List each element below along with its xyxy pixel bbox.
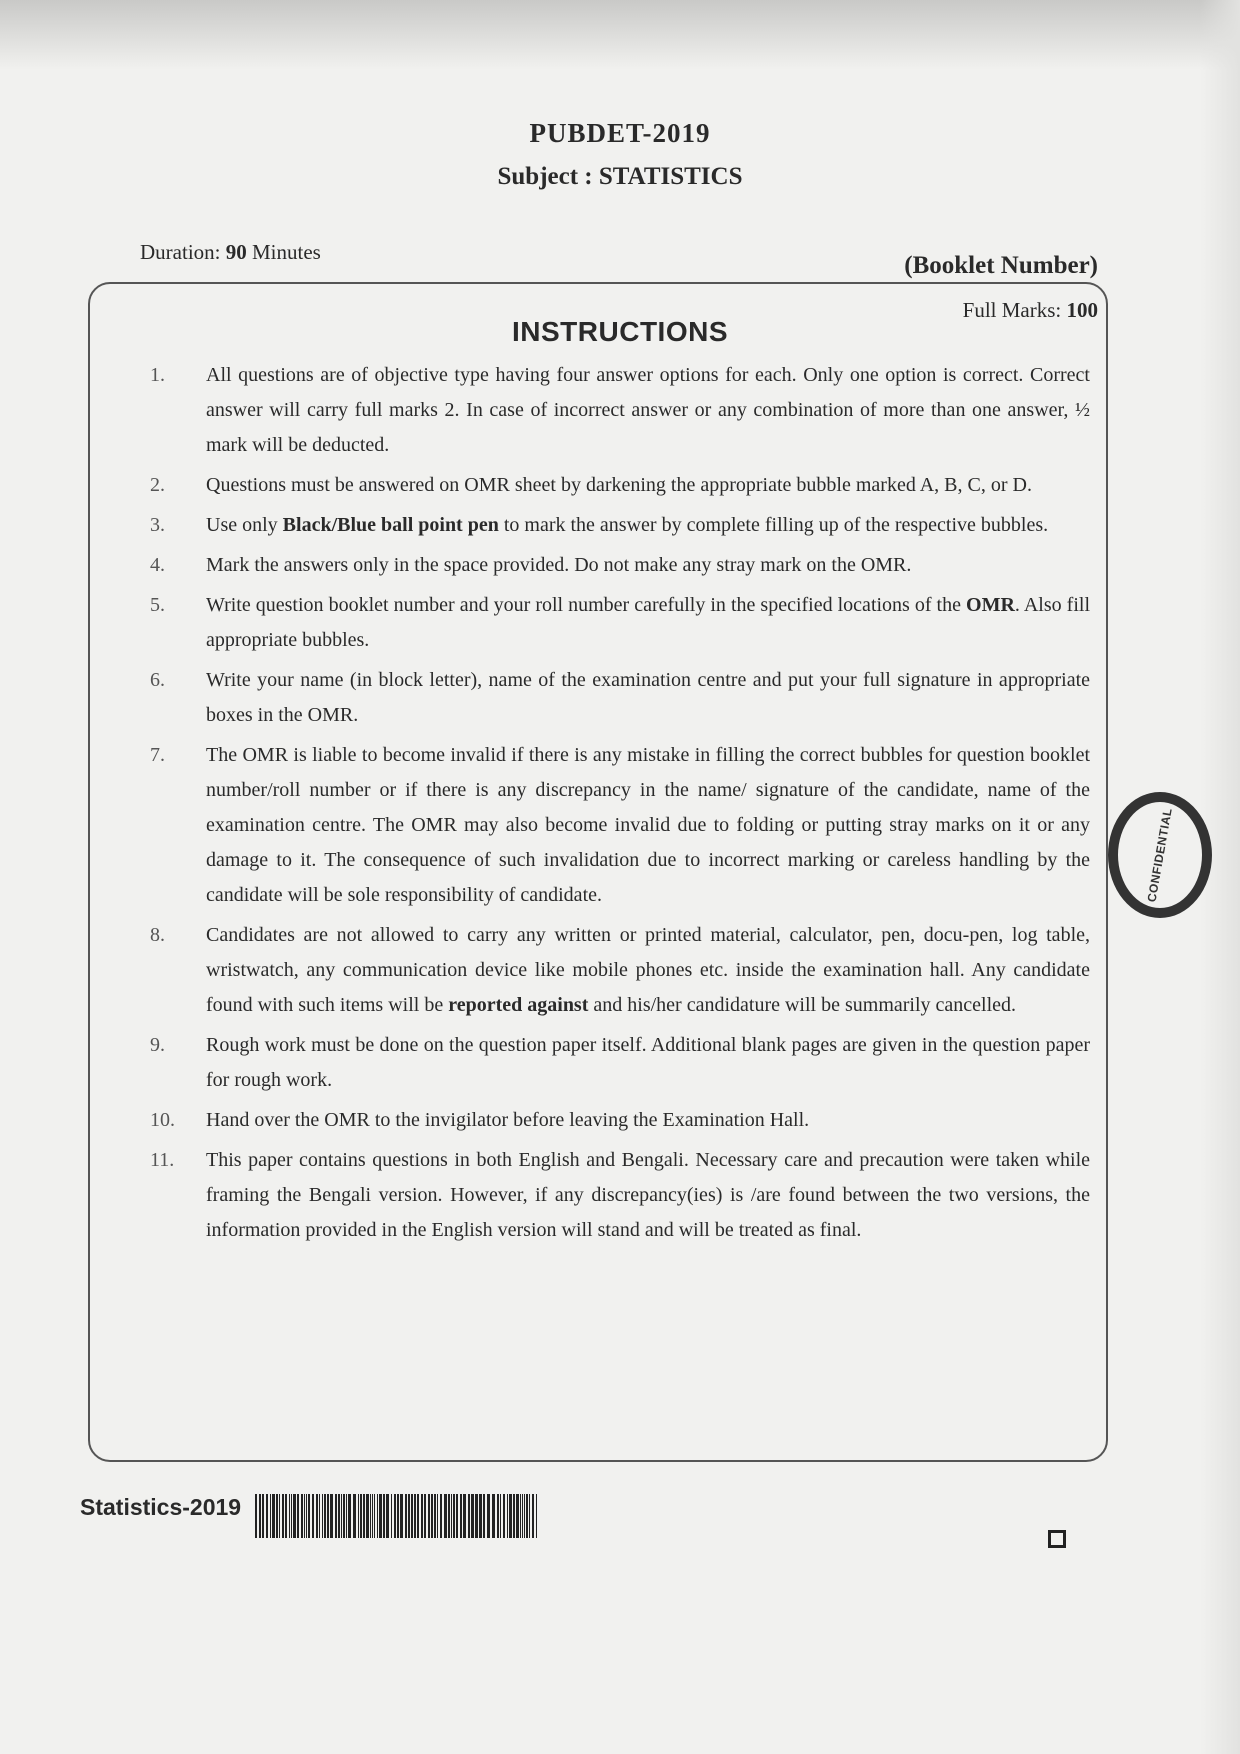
barcode-bar <box>428 1494 430 1538</box>
barcode-bar <box>301 1494 303 1538</box>
instruction-item <box>150 1028 1090 1098</box>
full-marks-label: Full Marks: <box>962 298 1067 322</box>
instruction-item <box>150 508 1090 543</box>
instruction-text: Mark the answers only in the space provided. Do not make any stray mark on the OMR. <box>206 554 912 576</box>
barcode-bar <box>379 1494 382 1538</box>
instruction-text: Candidates are not allowed to carry any written or printed material, calculator, pen, docu-pen, log table, wristwatch, any communication device like mobile phones etc. inside the examination hall. Any candidate found with such items will be <box>206 924 1090 1016</box>
barcode-bar <box>346 1494 347 1538</box>
instruction-text: Write your name (in block letter), name of the examination centre and put your full signature in appropriate boxes in the OMR. <box>206 669 1090 726</box>
barcode-bar <box>497 1494 499 1538</box>
barcode-bar <box>270 1494 271 1538</box>
confidential-seal-text: CONFIDENTIAL <box>1144 806 1176 904</box>
barcode-bar <box>291 1494 292 1538</box>
instruction-text: Questions must be answered on OMR sheet by darkening the appropriate bubble marked A, B, C, or D. <box>206 474 1032 496</box>
barcode-bar <box>391 1494 392 1538</box>
instruction-item <box>150 918 1090 1023</box>
barcode-bar <box>255 1494 257 1538</box>
barcode-bar <box>475 1494 478 1538</box>
barcode-bar <box>456 1494 458 1538</box>
instruction-number: 8. <box>150 924 165 946</box>
barcode-bar <box>285 1494 287 1538</box>
barcode-bar <box>282 1494 284 1538</box>
instruction-item <box>150 588 1090 658</box>
barcode-bar <box>335 1494 337 1538</box>
instruction-text: Hand over the OMR to the invigilator before leaving the Examination Hall. <box>206 1109 810 1131</box>
full-marks-value: 100 <box>1066 298 1098 322</box>
barcode-bar <box>383 1494 385 1538</box>
barcode-bar <box>353 1494 356 1538</box>
barcode-bar <box>338 1494 340 1538</box>
duration-label: Duration: <box>140 240 226 264</box>
instruction-number: 3. <box>150 514 165 536</box>
exam-code: PUBDET-2019 <box>529 118 711 148</box>
barcode-bar <box>507 1494 508 1538</box>
barcode-bar <box>400 1494 403 1538</box>
barcode-bar <box>297 1494 299 1538</box>
barcode-bar <box>324 1494 326 1538</box>
barcode-bar <box>520 1494 521 1538</box>
barcode-bar <box>276 1494 278 1538</box>
barcode-bar <box>532 1494 534 1538</box>
instruction-text: All questions are of objective type having four answer options for each. Only one option is correct. Correct answer will carry full marks 2. In case of incorrect answer or any combination of more than one answer, ½ mark will be deducted. <box>206 364 1090 456</box>
subject-line <box>0 163 1240 191</box>
barcode-bar <box>370 1494 371 1538</box>
barcode-bar <box>377 1494 378 1538</box>
barcode-bar <box>322 1494 323 1538</box>
barcode-bar <box>330 1494 333 1538</box>
instruction-item <box>150 1143 1090 1248</box>
footer-subject-code: Statistics-2019 <box>80 1494 242 1520</box>
barcode-bar <box>414 1494 416 1538</box>
barcode-bar <box>304 1494 305 1538</box>
instruction-number: 7. <box>150 744 165 766</box>
barcode-bar <box>513 1494 515 1538</box>
instruction-number: 9. <box>150 1034 165 1056</box>
barcode-bar <box>279 1494 280 1538</box>
barcode-bar <box>366 1494 369 1538</box>
barcode-bar <box>327 1494 329 1538</box>
instruction-text-bold: reported against <box>448 994 589 1016</box>
barcode-bar <box>394 1494 396 1538</box>
instruction-text: Use only <box>206 514 283 536</box>
barcode-bar <box>411 1494 413 1538</box>
barcode-bar <box>440 1494 442 1538</box>
barcode-bar <box>316 1494 318 1538</box>
barcode-bar <box>343 1494 345 1538</box>
instruction-number: 5. <box>150 594 165 616</box>
barcode-bar <box>487 1494 490 1538</box>
instruction-text: Write question booklet number and your roll number carefully in the specified locations of the <box>206 594 967 616</box>
instructions-list <box>150 358 1090 1253</box>
instruction-text: to mark the answer by complete filling up of the respective bubbles. <box>498 514 1049 536</box>
barcode-bar <box>312 1494 314 1538</box>
square-icon <box>1048 1530 1066 1548</box>
barcode-bar <box>460 1494 462 1538</box>
instruction-text: . Also fill appropriate bubbles. <box>206 594 1090 651</box>
barcode-bar <box>397 1494 399 1538</box>
barcode-bar <box>471 1494 474 1538</box>
instruction-number: 4. <box>150 554 165 576</box>
scan-shadow <box>0 0 1240 70</box>
barcode-bar <box>272 1494 275 1538</box>
barcode-bar <box>262 1494 264 1538</box>
barcode-bar <box>405 1494 407 1538</box>
barcode-bar <box>500 1494 501 1538</box>
barcode-bar <box>448 1494 450 1538</box>
barcode-bar <box>421 1494 423 1538</box>
barcode-bar <box>386 1494 389 1538</box>
barcode-bar <box>424 1494 426 1538</box>
barcode-bar <box>306 1494 307 1538</box>
barcode-bar <box>293 1494 296 1538</box>
subject-label: Subject : <box>497 163 599 190</box>
barcode-bar <box>308 1494 310 1538</box>
instruction-item <box>150 548 1090 583</box>
barcode-bar <box>536 1494 537 1538</box>
barcode-bar <box>509 1494 512 1538</box>
barcode-bar <box>451 1494 452 1538</box>
barcode-bar <box>360 1494 362 1538</box>
barcode-bar <box>372 1494 373 1538</box>
barcode-bar <box>524 1494 525 1538</box>
barcode-bar <box>522 1494 523 1538</box>
exam-header <box>0 118 1240 191</box>
barcode-bar <box>529 1494 530 1538</box>
barcode-bar <box>374 1494 375 1538</box>
instruction-number: 10. <box>150 1109 175 1131</box>
barcode-bar <box>408 1494 410 1538</box>
barcode-bar <box>289 1494 290 1538</box>
instruction-number: 2. <box>150 474 165 496</box>
instruction-item <box>150 738 1090 913</box>
barcode-bar <box>503 1494 505 1538</box>
instruction-text: The OMR is liable to become invalid if there is any mistake in filling the correct bubbles for question booklet number/roll number or if there is any discrepancy in the name/ signature of the candidate, name of the examination centre. The OMR may also become invalid due to folding or putting stray marks on it or any damage to it. The consequence of such invalidation due to incorrect marking or careless handling by the candidate will be sole responsibility of candidate. <box>206 744 1090 906</box>
barcode-bar <box>468 1494 470 1538</box>
barcode-bar <box>417 1494 419 1538</box>
barcode-icon <box>255 1494 539 1538</box>
barcode-bar <box>516 1494 519 1538</box>
instruction-number: 1. <box>150 364 165 386</box>
duration-unit: Minutes <box>246 240 321 264</box>
instructions-title: INSTRUCTIONS <box>512 316 728 347</box>
barcode-bar <box>492 1494 495 1538</box>
barcode-bar <box>358 1494 359 1538</box>
barcode-bar <box>319 1494 320 1538</box>
instruction-item <box>150 663 1090 733</box>
confidential-seal <box>1108 792 1212 918</box>
instruction-item <box>150 358 1090 463</box>
booklet-number: (Booklet Number) <box>904 252 1098 279</box>
instruction-text-bold: OMR <box>966 594 1015 616</box>
instruction-text: Rough work must be done on the question paper itself. Additional blank pages are given in the question paper for rough work. <box>206 1034 1090 1091</box>
duration <box>140 240 321 265</box>
barcode-bar <box>483 1494 485 1538</box>
subject-value: STATISTICS <box>598 163 743 190</box>
instruction-text: This paper contains questions in both English and Bengali. Necessary care and precaution were taken while framing the Bengali version. However, if any discrepancy(ies) is /are found between the two versions, the information provided in the English version will stand and will be treated as final. <box>206 1149 1090 1241</box>
barcode-bar <box>434 1494 436 1538</box>
barcode-bar <box>363 1494 365 1538</box>
instruction-number: 6. <box>150 669 165 691</box>
barcode-bar <box>444 1494 447 1538</box>
duration-value: 90 <box>225 240 247 264</box>
barcode-bar <box>431 1494 433 1538</box>
instruction-item <box>150 468 1090 503</box>
barcode-bar <box>437 1494 438 1538</box>
barcode-bar <box>259 1494 261 1538</box>
instruction-text: and his/her candidature will be summarily cancelled. <box>588 994 1017 1016</box>
instruction-item <box>150 1103 1090 1138</box>
barcode-bar <box>341 1494 342 1538</box>
barcode-bar <box>266 1494 268 1538</box>
instruction-number: 11. <box>150 1149 175 1171</box>
barcode-bar <box>463 1494 466 1538</box>
barcode-bar <box>479 1494 482 1538</box>
barcode-bar <box>526 1494 528 1538</box>
instruction-text-bold: Black/Blue ball point pen <box>282 514 499 536</box>
barcode-bar <box>453 1494 455 1538</box>
barcode-bar <box>348 1494 351 1538</box>
